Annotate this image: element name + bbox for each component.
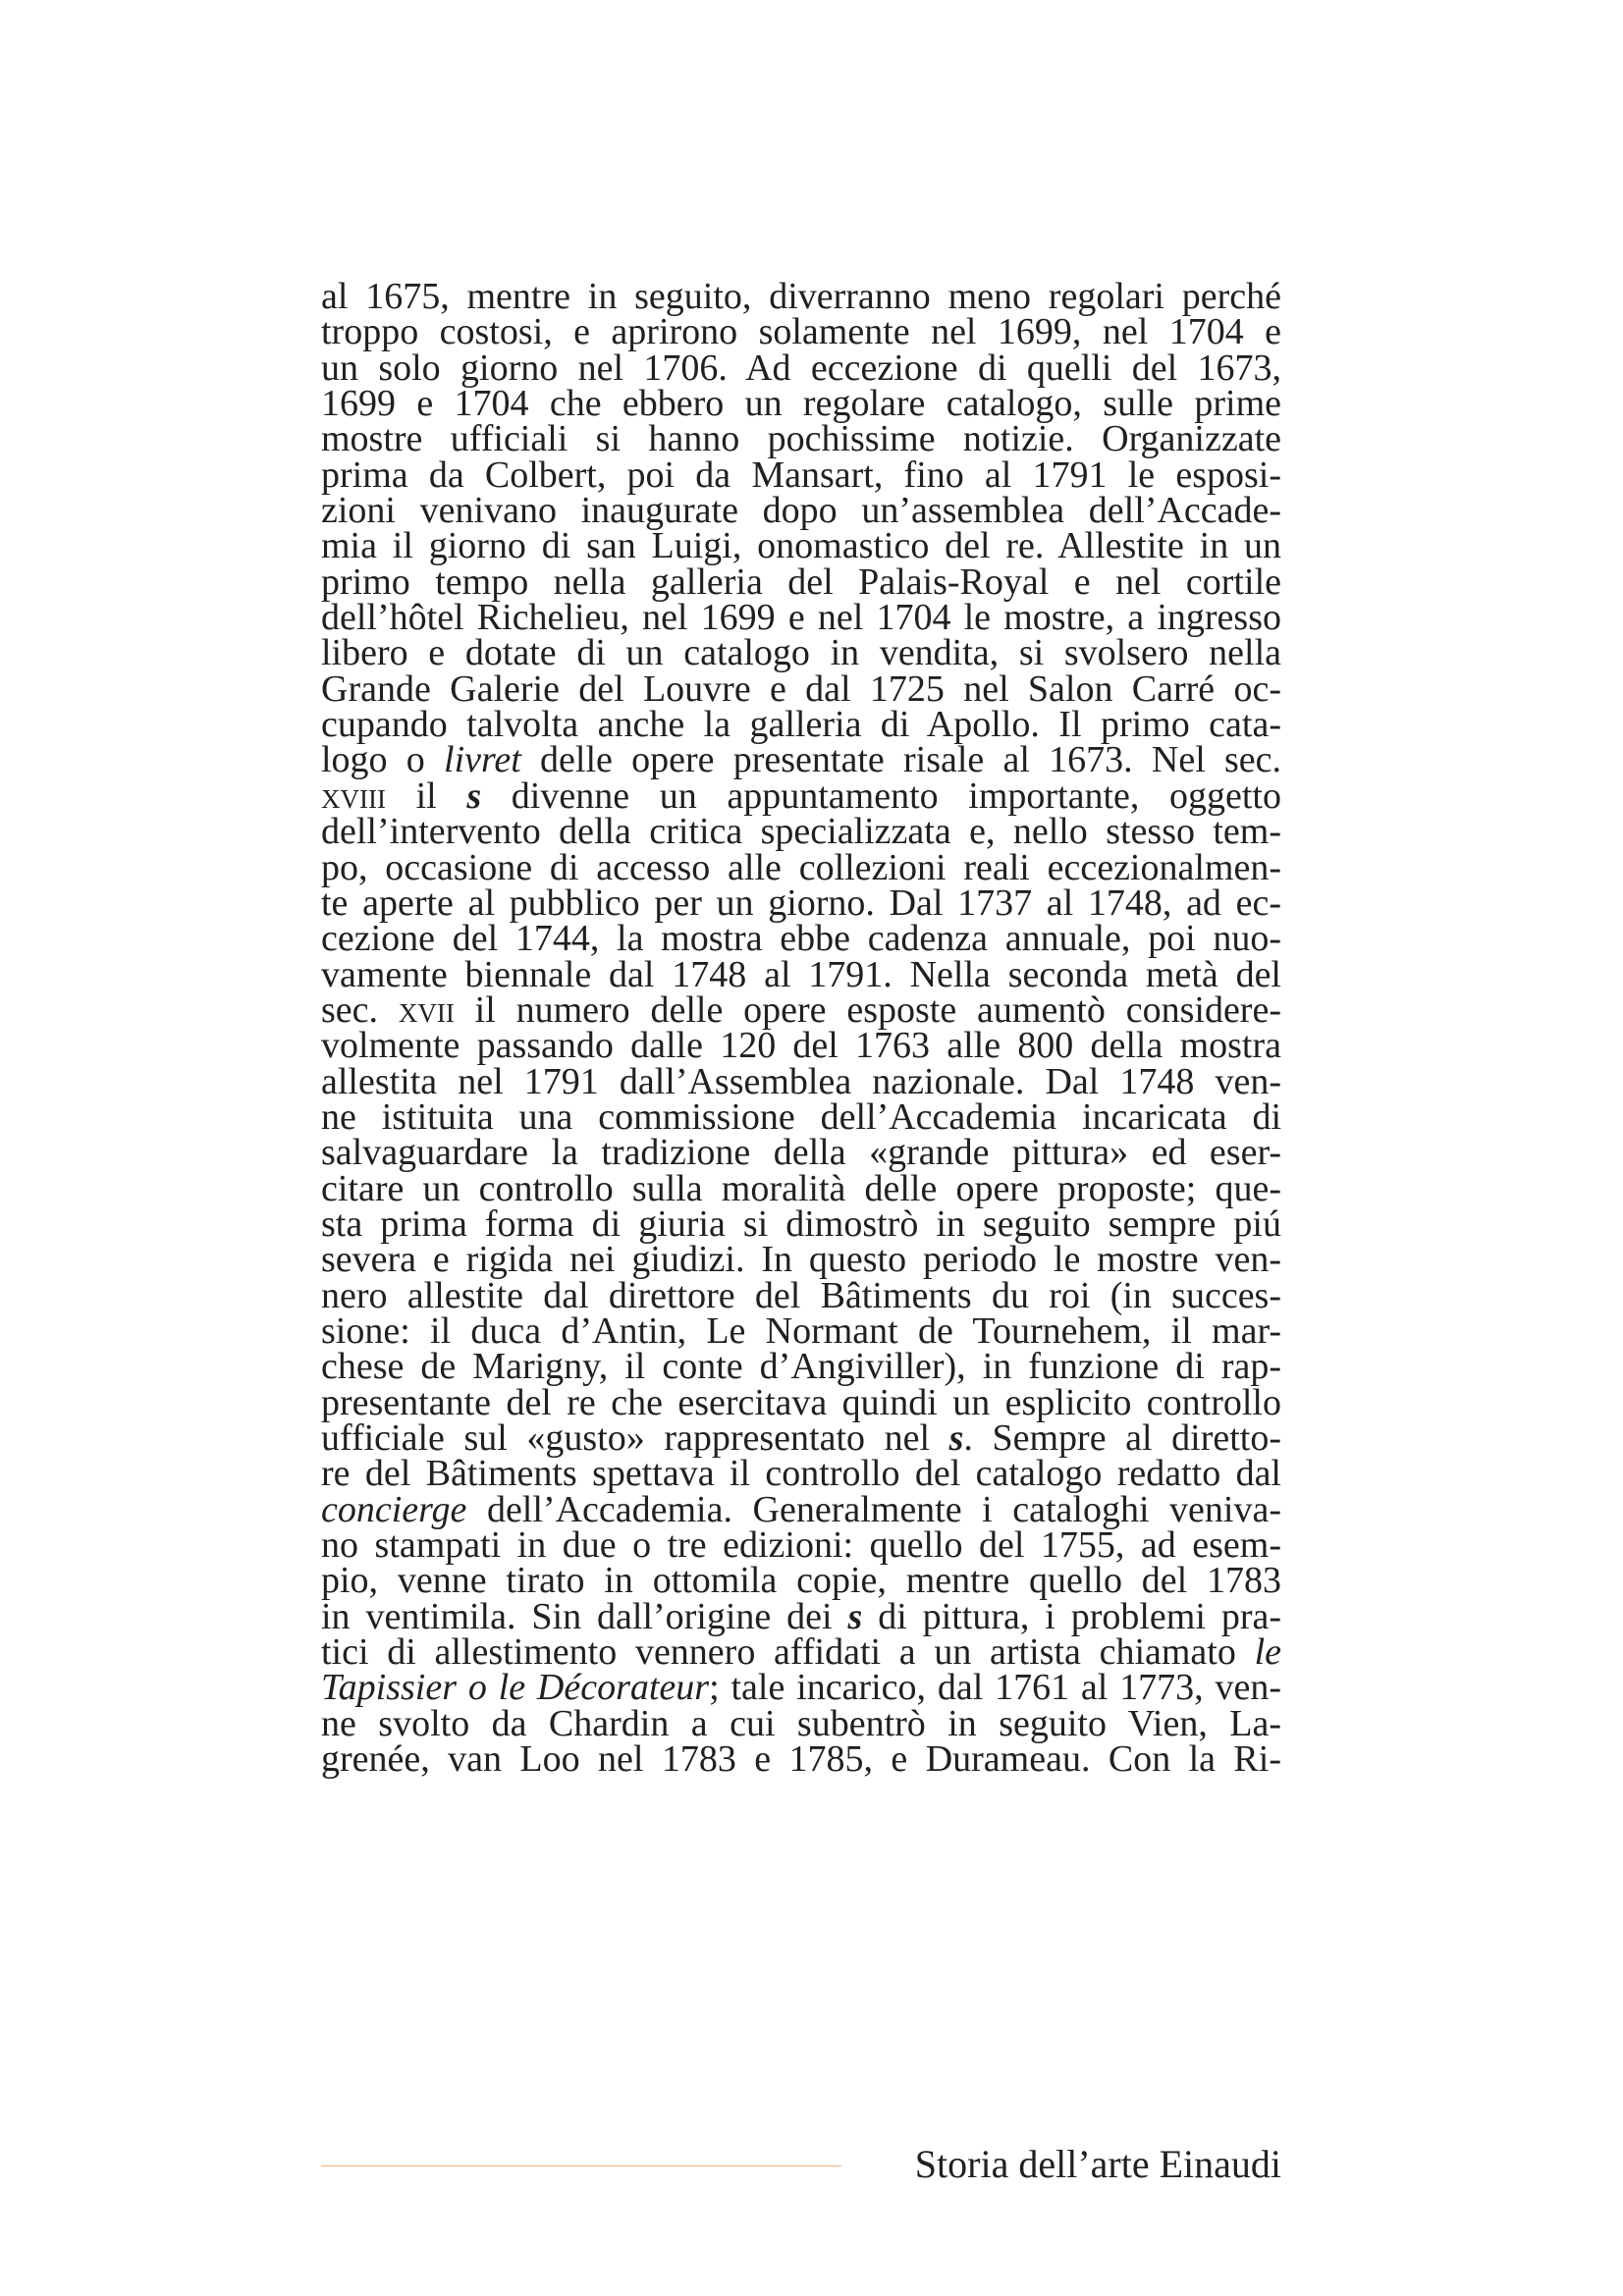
text-line xyxy=(321,1702,1281,1744)
text-line xyxy=(321,311,1281,353)
text-run: severa e rigida nei giudizi. In questo periodo le mostre ven- xyxy=(321,1239,1281,1281)
text-small-caps: xviii xyxy=(321,774,386,817)
text-line xyxy=(321,418,1281,460)
text-run: sta prima forma di giuria si dimostrò in seguito sempre piú xyxy=(321,1202,1281,1245)
text-line xyxy=(321,1381,1281,1423)
text-line xyxy=(321,1488,1281,1530)
footer-rule xyxy=(321,2165,841,2166)
text-line xyxy=(321,1524,1281,1567)
text-line xyxy=(321,1167,1281,1209)
text-run: re del Bâtiments spettava il controllo del catalogo redatto dal xyxy=(321,1453,1281,1495)
text-run: dell’intervento della critica specializzata e, nello stesso tem- xyxy=(321,811,1281,853)
text-line xyxy=(321,1453,1281,1495)
text-run: allestita nel 1791 dall’Assemblea nazionale. Dal 1748 ven- xyxy=(321,1060,1281,1102)
text-run: no stampati in due o tre edizioni: quello del 1755, ad esem- xyxy=(321,1524,1281,1567)
text-line xyxy=(321,1132,1281,1174)
text-run: ne svolto da Chardin a cui subentrò in seguito Vien, La- xyxy=(321,1702,1281,1744)
text-run: un solo giorno nel 1706. Ad eccezione di quelli del 1673, xyxy=(321,347,1281,389)
text-line xyxy=(321,561,1281,603)
text-run: mia il giorno di san Luigi, onomastico del re. Allestite in un xyxy=(321,525,1281,567)
text-line xyxy=(321,774,1281,817)
body-text xyxy=(321,276,1282,1781)
text-run: in ventimila. Sin dall’origine dei xyxy=(321,1595,848,1637)
text-run: dell’Accademia. Generalmente i cataloghi veniva- xyxy=(466,1488,1281,1530)
text-line xyxy=(321,276,1281,317)
text-italic: livret xyxy=(444,739,521,781)
text-run: 1699 e 1704 che ebbero un regolare catalogo, sulle prime xyxy=(321,383,1281,425)
text-line xyxy=(321,597,1281,639)
text-run: presentante del re che esercitava quindi un esplicito controllo xyxy=(321,1381,1281,1423)
text-run: mostre ufficiali si hanno pochissime notizie. Organizzate xyxy=(321,418,1281,460)
text-run: cupando talvolta anche la galleria di Apollo. Il primo cata- xyxy=(321,704,1281,746)
text-run: po, occasione di accesso alle collezioni reali eccezionalmen- xyxy=(321,846,1281,888)
text-run: di pittura, i problemi pra- xyxy=(862,1595,1281,1637)
text-italic: le xyxy=(1254,1631,1281,1674)
text-run: libero e dotate di un catalogo in vendita, si svolsero nella xyxy=(321,632,1281,674)
text-line xyxy=(321,667,1281,710)
text-run: te aperte al pubblico per un giorno. Dal 1737 al 1748, ad ec- xyxy=(321,881,1281,924)
text-small-caps: xvii xyxy=(398,988,455,1031)
text-run: volmente passando dalle 120 del 1763 alle 800 della mostra xyxy=(321,1025,1281,1067)
text-run: troppo costosi, e aprirono solamente nel 1699, nel 1704 e xyxy=(321,311,1281,353)
text-run: logo o xyxy=(321,739,445,781)
text-line xyxy=(321,811,1281,853)
text-run: dell’hôtel Richelieu, nel 1699 e nel 1704 le mostre, a ingresso xyxy=(321,597,1281,639)
text-line xyxy=(321,881,1281,924)
text-run: pio, venne tirato in ottomila copie, mentre quello del 1783 xyxy=(321,1560,1281,1602)
text-italic: Tapissier o le Décorateur xyxy=(321,1667,710,1709)
text-line xyxy=(321,988,1281,1031)
text-line xyxy=(321,1560,1281,1602)
text-line xyxy=(321,1060,1281,1102)
text-line xyxy=(321,704,1281,746)
text-run: primo tempo nella galleria del Palais-Royal e nel cortile xyxy=(321,561,1281,603)
text-run: delle opere presentate risale al 1673. Nel sec. xyxy=(520,739,1281,781)
text-run: . Sempre al diretto- xyxy=(963,1417,1282,1459)
text-line xyxy=(321,1095,1281,1138)
text-italic: concierge xyxy=(321,1488,467,1530)
text-line xyxy=(321,918,1281,960)
text-line xyxy=(321,1417,1282,1459)
text-line xyxy=(321,739,1281,781)
text-line xyxy=(321,525,1281,567)
text-run: al 1675, mentre in seguito, diverranno meno regolari perché xyxy=(321,276,1281,317)
text-line xyxy=(321,1667,1281,1709)
text-run: chese de Marigny, il conte d’Angiviller), in funzione di rap- xyxy=(321,1346,1281,1388)
page-footer xyxy=(321,2140,1281,2189)
text-line xyxy=(321,1239,1281,1281)
text-run: ne istituita una commissione dell’Accademia incaricata di xyxy=(321,1095,1281,1138)
text-line xyxy=(321,1274,1281,1316)
text-line xyxy=(321,632,1281,674)
text-run: Grande Galerie del Louvre e dal 1725 nel Salon Carré oc- xyxy=(321,667,1281,710)
text-run: nero allestite dal direttore del Bâtiments du roi (in succes- xyxy=(321,1274,1281,1316)
text-line xyxy=(321,347,1281,389)
text-run: citare un controllo sulla moralità delle opere proposte; que- xyxy=(321,1167,1281,1209)
text-line xyxy=(321,1309,1281,1352)
text-bold-italic: s xyxy=(847,1595,863,1637)
text-run: prima da Colbert, poi da Mansart, fino al 1791 le esposi- xyxy=(321,454,1281,496)
text-line xyxy=(321,1631,1281,1674)
text-line xyxy=(321,490,1281,532)
text-line xyxy=(321,1202,1281,1245)
text-run: grenée, van Loo nel 1783 e 1785, e Durameau. Con la Ri- xyxy=(321,1738,1281,1781)
text-run: tici di allestimento vennero affidati a un artista chiamato xyxy=(321,1631,1255,1674)
text-run: zioni venivano inaugurate dopo un’assemblea dell’Accade- xyxy=(321,490,1281,532)
text-line xyxy=(321,383,1281,425)
text-line xyxy=(321,454,1281,496)
text-line xyxy=(321,953,1281,995)
text-run: cezione del 1744, la mostra ebbe cadenza annuale, poi nuo- xyxy=(321,918,1281,960)
text-run: vamente biennale dal 1748 al 1791. Nella seconda metà del xyxy=(321,953,1281,995)
text-line xyxy=(321,1595,1281,1637)
text-line xyxy=(321,1025,1281,1067)
text-bold-italic: s xyxy=(466,774,482,817)
text-run: il numero delle opere esposte aumentò considere- xyxy=(454,988,1281,1031)
footer-title: Storia dell’arte Einaudi xyxy=(914,2142,1281,2186)
text-run: ufficiale sul «gusto» rappresentato nel xyxy=(321,1417,949,1459)
text-line xyxy=(321,1738,1281,1781)
text-run: sione: il duca d’Antin, Le Normant de Tournehem, il mar- xyxy=(321,1309,1281,1352)
text-line xyxy=(321,1346,1281,1388)
text-run: ; tale incarico, dal 1761 al 1773, ven- xyxy=(709,1667,1281,1709)
text-bold-italic: s xyxy=(948,1417,964,1459)
text-line xyxy=(321,846,1281,888)
text-run: il xyxy=(385,774,467,817)
text-run: divenne un appuntamento importante, oggetto xyxy=(481,774,1281,817)
text-run: sec. xyxy=(321,988,399,1031)
text-run: salvaguardare la tradizione della «grande pittura» ed eser- xyxy=(321,1132,1281,1174)
